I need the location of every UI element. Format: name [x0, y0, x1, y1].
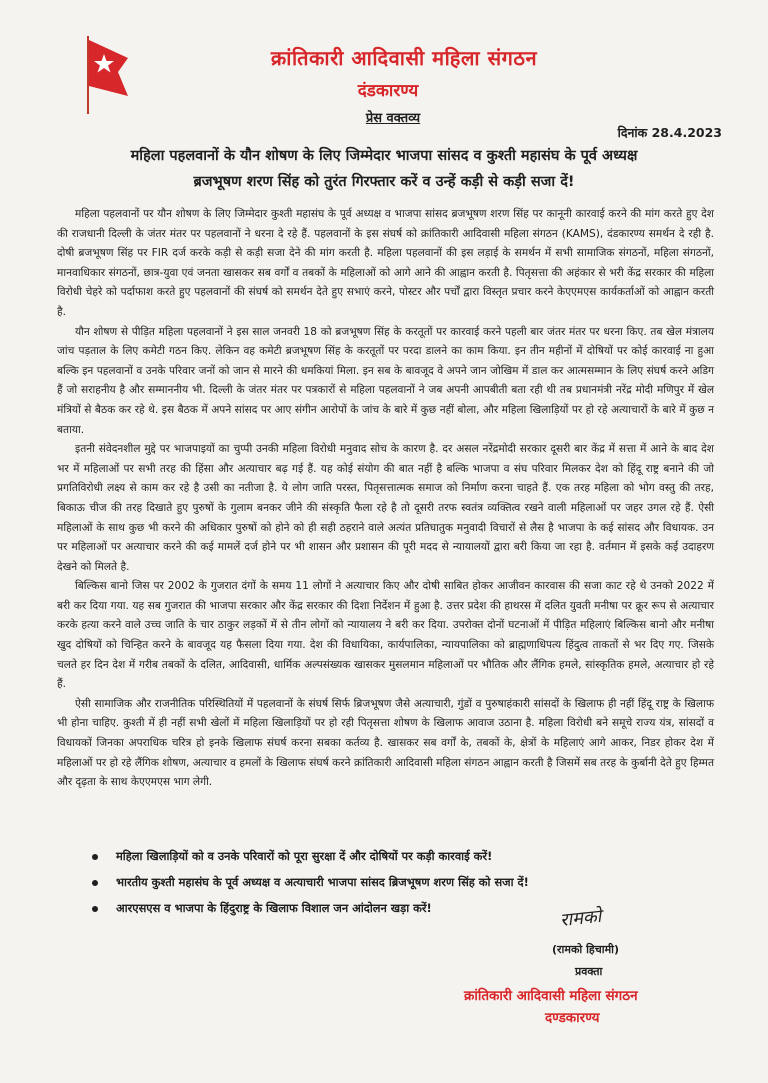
paragraph: ऐसी सामाजिक और राजनीतिक परिस्थितियों में पहलवानों के संघर्ष सिर्फ ब्रिजभूषण जैसे अत्याचारी, गुंडों व पुरुषाहंकारी सांसदों के खिलाफ ही नहीं हिंदू राष्ट्र के खिलाफ भी होना चाहिए. कुश्ती में ही नहीं सभी खेलों में महिला खिलाड़ियों पर हो रही पितृसत्ता शोषण के खिलाफ आवाज उठाना है. महिला विरोधी बने समूचे राज्य यंत्र, सांसदों व विधायकों जिनका अपराधिक चरित्र हो इनके खिलाफ संघर्ष करना सबका कर्तव्य है. खासकर सब वर्गों के, तबकों के, क्षेत्रों के महिलाएं आगे आकर, निडर होकर देश में महिलाओं पर हो रहे लैंगिक शोषण, अत्याचार व हमलों के खिलाफ संघर्ष करने क्रांतिकारी आदिवासी महिला संगठन आह्वान करती है जिसमें सब तरह के कुर्बानी देते हुए हिम्मत और दृढ़ता के साथ केएएमएस भाग लेगी. — [57, 697, 714, 789]
signature-org-region: दण्डकारण्य — [545, 1010, 600, 1026]
org-region: दंडकारण्य — [357, 81, 419, 101]
org-name: क्रांतिकारी आदिवासी महिला संगठन — [270, 46, 538, 70]
headline-line-2: ब्रजभूषण शरण सिंह को तुरंत गिरफ्तार करें व उन्हें कड़ी से कड़ी सजा दें! — [193, 174, 575, 190]
signature-org-name: क्रांतिकारी आदिवासी महिला संगठन — [464, 988, 638, 1004]
statement-body — [57, 205, 714, 793]
headline — [50, 143, 718, 195]
statement-date: दिनांक 28.4.2023 — [617, 125, 722, 140]
demand-item: आरएसएस व भाजपा के हिंदुराष्ट्र के खिलाफ विशाल जन आंदोलन खड़ा करें! — [92, 901, 728, 916]
demands-list — [92, 849, 728, 927]
letterhead — [0, 44, 768, 126]
paragraph: महिला पहलवानों पर यौन शोषण के लिए जिम्मेदार कुश्ती महासंघ के पूर्व अध्यक्ष व भाजपा सांसद ब्रजभूषण शरण सिंह पर कानूनी कारवाई करने की मांग करते हुए देश की राजधानी दिल्ली के जंतर मंतर पर पहलवानों ने धरना दे रहे हैं. पहलवानों के इस संघर्ष को क्रांतिकारी आदिवासी महिला संगठन (KAMS), दंडकारण्य समर्थन दे रही है. दोषी ब्रजभूषण सिंह पर FIR दर्ज करके कड़ी से कड़ी सजा देने की मांग करती है. महिला पहलवानों की इस लड़ाई के समर्थन में सभी सामाजिक संगठनों, महिला संगठनों, मानवाधिकार संगठनों, छात्र-युवा एवं जनता खासकर सब वर्गों व तबकों के महिलाओं को आगे आने की आह्वान करती है. पितृसत्ता की अहंकार से भरी केंद्र सरकार की महिला विरोधी चेहरे को पर्दाफाश करते हुए पहलवानों की संघर्ष को समर्थन देते हुए सभाएं करने, पोस्टर और पर्चों द्वारा विस्तृत प्रचार करने केएएमएस कार्यकर्ताओं को आह्वान करती है. — [57, 208, 714, 318]
handwritten-signature: रामको — [559, 905, 603, 932]
press-statement-label: प्रेस वक्तव्य — [365, 111, 421, 126]
paragraph: यौन शोषण से पीड़ित महिला पहलवानों ने इस साल जनवरी 18 को ब्रजभूषण सिंह के करतूतों पर कारवाई करने पहली बार जंतर मंतर पर धरना किए. तब खेल मंत्रालय जांच पड़ताल के लिए कमेटी गठन किए. लेकिन वह कमेटी ब्रजभूषण सिंह के करतूतों पर परदा डालने का काम किया. इन तीन महीनों में दोषियों पर कोई कारवाई ना हुआ बल्कि इन पहलवानों व उनके परिवार जनों को जान से मारने की धमकियां मिला. इन सब के बावजूद वे अपने जान जोखिम में डाल कर आत्मसम्मान के लिए संघर्ष करने अडिग हैं जो सराहनीय है और सम्माननीय भी. दिल्ली के जंतर मंतर पर पत्रकारों से महिला पहलवानों ने जब अपनी आपबीती बता रही थी तब प्रधानमंत्री नरेंद्र मोदी मणिपुर में खेल मंत्रियों से बैठक कर रहे थे. इस बैठक में अपने सांसद पर आए संगीन आरोपों के जांच के बारे में कुछ नहीं बोला, और महिला खिलाड़ियों पर हो रहे अत्याचारों के बारे में कुछ न बताया. — [57, 325, 714, 436]
signatory-role: प्रवक्ता — [575, 965, 603, 978]
demand-item: भारतीय कुश्ती महासंघ के पूर्व अध्यक्ष व अत्याचारी भाजपा सांसद ब्रिजभूषण शरण सिंह को सजा दें! — [92, 875, 728, 890]
demand-item: महिला खिलाड़ियों को व उनके परिवारों को पूरा सुरक्षा दें और दोषियों पर कड़ी कारवाई करें! — [92, 849, 728, 864]
signatory-name: (रामको हिचामी) — [552, 943, 620, 956]
paragraph: बिल्किस बानो जिस पर 2002 के गुजरात दंगों के समय 11 लोगों ने अत्याचार किए और दोषी साबित होकर आजीवन कारवास की सजा काट रहे थे उनको 2022 में बरी कर दिया गया. यह सब गुजरात की भाजपा सरकार और केंद्र सरकार की दिशा निर्देशन में हुआ है. उत्तर प्रदेश की हाथरस में दलित युवती मनीषा पर क्रूर रूप से अत्याचार करके हत्या करने वाले उच्च जाति के चार ठाकुर लड़कों में से तीन लोगों को न्यायालय ने बरी कर दिया. उपरोक्त दोनों घटनाओं में पीड़ित महिलाएं बिल्किस बानो और मनीषा खुद दोषियों को चिन्हित करने के बावजूद यह फैसला दिया गया. देश की विधायिका, कार्यपालिका, न्यायपालिका को ब्राह्मणाधिपत्य हिंदुत्व ताकतों से भर दिए गए. जिसके चलते हर दिन देश में गरीब तबकों के दलित, आदिवासी, धार्मिक अल्पसंख्यक खासकर मुसलमान महिलाओं पर भौतिक और लैंगिक हमले, सांस्कृतिक हमले, अत्याचार हो रहे हैं. — [57, 580, 714, 691]
headline-line-1: महिला पहलवानों के यौन शोषण के लिए जिम्मेदार भाजपा सांसद व कुश्ती महासंघ के पूर्व अध्यक्ष — [130, 148, 638, 164]
paragraph: इतनी संवेदनशील मुद्दे पर भाजपाइयों का चुप्पी उनकी महिला विरोधी मनुवाद सोच के कारण है. दर असल नरेंद्रमोदी सरकार दूसरी बार केंद्र में सत्ता में आने के बाद देश भर में महिलाओं पर सभी तरह की हिंसा और अत्याचार बढ़ गई हैं. यह कोई संयोग की बात नहीं है बल्कि भाजपा व संघ परिवार मिलकर देश को हिंदू राष्ट्र बनाने की जो प्रगतिविरोधी लक्ष्य से काम कर रहे है उसी का नतीजा है. ये लोग जाति परस्त, पितृसत्तात्मक समाज को निर्माण करना चाहते हैं. एक तरह महिला को भोग वस्तु की तरह, बिकाऊ चीज की तरह दिखाते हुए पुरुषों के गुलाम बनकर जीने की संस्कृति फैला रहे है तो दूसरी तरफ स्वतंत्र व्यक्तित्व रखने वाली महिलाओं पर जहर उगल रहे हैं. ऐसी महिलाओं के साथ कुछ भी करने की अधिकार पुरुषों को होने को ही सही ठहराने वाले अत्यंत प्रतिघातुक मनुवादी विचारों से लैस है भाजपा के कई सांसद और विधायक. उन पर महिलाओं पर अत्याचार करने की कई मामलें दर्ज होने पर भी शासन और प्रशासन की पूरी मदद से न्यायालयों द्वारा बरी किया जा रहा है. वर्तमान में इसके कई उदाहरण देखने को मिलते है. — [57, 443, 714, 573]
